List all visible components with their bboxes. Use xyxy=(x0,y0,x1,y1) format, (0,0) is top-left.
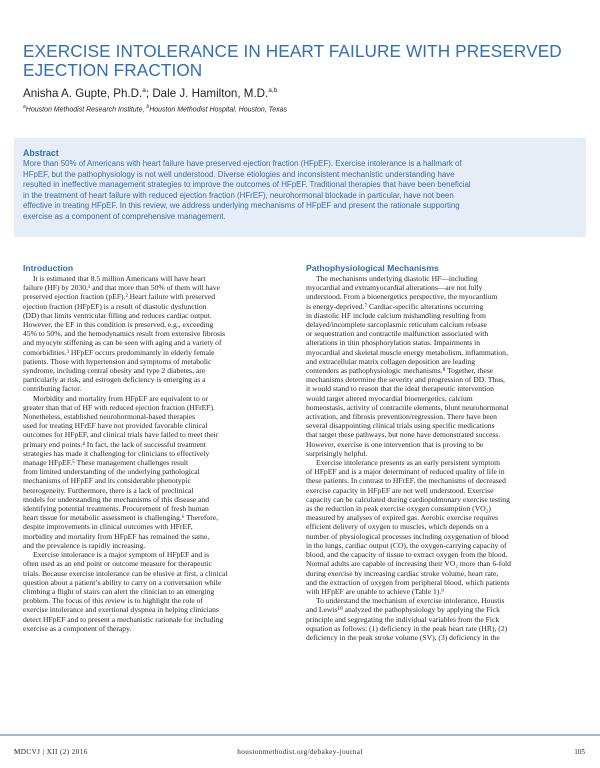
body-text-line: patients. Those with hypertension and symptoms of metabolic xyxy=(23,356,212,366)
body-text-line: as the reduction in peak exercise oxygen consumption (VO₂) xyxy=(306,504,491,514)
abstract-body xyxy=(23,159,581,223)
body-text-line: equation as follows: (1) deficiency in the peak heart rate (HR), (2) xyxy=(306,623,508,633)
page-number: 105 xyxy=(574,748,585,756)
abstract-line: HFpEF, but the pathophysiology is not well understood. Diverse etiologies and inconsistent mechanistic understanding have xyxy=(23,169,455,179)
body-text-line: ejection fraction (HFpEF) is a result of diastolic dysfunction xyxy=(23,301,207,311)
body-text-line: deficiency in the peak stroke volume (SV), (3) deficiency in the xyxy=(306,632,500,642)
journal-url: houstonmethodist.org/debakey-journal xyxy=(237,748,363,756)
body-text-line: in diastolic HF include calcium mishandling resulting from xyxy=(306,310,486,320)
body-text-line: problem. The focus of this review is to highlight the role of xyxy=(23,596,203,606)
body-text-line: primary end points.⁴ In fact, the lack of successful treatment xyxy=(23,439,206,449)
author-affiliation-mark: a,b xyxy=(268,87,278,95)
body-text-line: efficient delivery of oxygen to muscles, which depends on a xyxy=(306,522,489,532)
body-text-line: delayed/incomplete sarcoplasmic reticulum calcium release xyxy=(306,320,487,330)
introduction-body xyxy=(23,274,299,633)
body-text-line: trials. Because exercise intolerance can be elusive at first, a clinical xyxy=(23,568,228,578)
affiliation-b: Houston Methodist Hospital, Houston, Texas xyxy=(149,106,288,114)
journal-citation: MDCVJ | XII (2) 2016 xyxy=(14,748,88,756)
body-text-line: It is estimated that 8.5 million Americans will have heart xyxy=(33,274,206,283)
body-text-line: that target these pathways, but none have demonstrated success. xyxy=(306,430,501,440)
body-text-line: mechanisms determine the severity and progression of DD. Thus, xyxy=(306,375,505,385)
abstract-line: exercise as a component of comprehensive management. xyxy=(23,211,226,221)
body-text-line: Exercise intolerance is a major symptom of HFpEF and is xyxy=(33,550,210,560)
body-text-line: used for treating HFrEF have not provided favorable clinical xyxy=(23,421,208,431)
body-text-line: during exercise by increasing cardiac stroke volume, heart rate, xyxy=(306,568,499,578)
body-text-line: heterogeneity. Furthermore, there is a lack of preclinical xyxy=(23,485,194,495)
author-list xyxy=(23,87,583,100)
body-text-line: it would stand to reason that the ideal therapeutic intervention xyxy=(306,384,494,394)
body-text-line: despite improvements in clinical outcomes with HFrEF, xyxy=(23,522,193,532)
body-text-line: Morbidity and mortality from HFpEF are equivalent to or xyxy=(33,393,209,403)
body-text-line: principle and segregating the individual variables from the Fick xyxy=(306,614,500,624)
affiliation-mark: a xyxy=(23,104,26,110)
body-text-line: (DD) that limits ventricular filling and reduces cardiac output. xyxy=(23,310,212,320)
left-column xyxy=(23,262,299,633)
body-text-line: To understand the mechanism of exercise intolerance, Houstis xyxy=(316,596,505,606)
body-text-line: often used as an end point or outcome measure for therapeutic xyxy=(23,559,212,569)
author-separator: ; xyxy=(145,87,153,100)
body-text-line: or sequestration and contractile malfunction associated with xyxy=(306,329,489,339)
body-text-line: these patients. In contrast to HFrEF, the mechanisms of decreased xyxy=(306,476,506,486)
body-text-line: manage HFpEF.⁵ These management challenges result xyxy=(23,458,189,468)
affiliations xyxy=(23,104,583,113)
body-text-line: would target altered myocardial bioenergetics, calcium xyxy=(306,393,473,403)
author-name: Dale J. Hamilton, M.D. xyxy=(152,87,269,100)
body-text-line: myocardial and extramyocardial alterations—are not fully xyxy=(306,283,483,293)
body-text-line: and the prevalence is rapidly increasing. xyxy=(23,540,146,550)
abstract-line: effective in treating HFpEF. In this review, we address underlying mechanisms of HFpEF and present the rationale supporting xyxy=(23,201,460,211)
affiliation-a: Houston Methodist Research Institute, xyxy=(25,106,147,114)
body-text-line: question about a patient’s ability to carry on a conversation while xyxy=(23,577,222,587)
body-text-line: particularly at risk, and estrogen deficiency is emerging as a xyxy=(23,375,206,385)
body-text-line: However, the EF in this condition is preserved, e.g., exceeding xyxy=(23,320,214,330)
body-text-line: exercise as a component of therapy. xyxy=(23,623,132,633)
abstract-line: resulted in ineffective management strategies to improve the outcomes of HFpEF. Traditional therapies that have been beneficial xyxy=(23,180,471,190)
body-text-line: in the lungs, cardiac output (CO), the oxygen-carrying capacity of xyxy=(306,540,507,550)
body-text-line: Nonetheless, established neurohormonal-based therapies xyxy=(23,412,196,422)
body-text-line: climbing a flight of stairs can alert the clinician to an emerging xyxy=(23,586,215,596)
body-text-line: homeostasis, activity of contractile elements, blunt neurohormonal xyxy=(306,402,509,412)
body-text-line: of HFpEF and is a major determinant of reduced quality of life in xyxy=(306,467,505,477)
body-text-line: heart tissue for metabolic assessment is challenging.⁶ Therefore, xyxy=(23,513,219,523)
author-name: Anisha A. Gupte, Ph.D. xyxy=(23,87,143,100)
body-text-line: blood, and the capacity of tissue to extract oxygen from the blood. xyxy=(306,550,508,560)
body-text-line: and myocyte stiffening as can be seen with aging and a variety of xyxy=(23,338,222,348)
footer-divider xyxy=(0,734,600,736)
pathophysiology-body xyxy=(306,274,580,642)
body-text-line: preserved ejection fraction (pEF).² Heart failure with preserved xyxy=(23,292,216,302)
body-text-line: outcomes for HFpEF, and clinical trials have failed to meet their xyxy=(23,430,219,440)
body-text-line: contenders as pathophysiologic mechanisms.⁸ Together, these xyxy=(306,366,494,376)
body-text-line: from limited understanding of the underlying pathological xyxy=(23,467,200,477)
body-text-line: understood. From a bioenergetics perspective, the myocardium xyxy=(306,292,498,302)
body-text-line: capacity can be calculated during cardiopulmonary exercise testing xyxy=(306,494,510,504)
body-text-line: However, exercise is one intervention that is proving to be xyxy=(306,439,484,449)
abstract-line: More than 50% of Americans with heart failure have preserved ejection fraction (HFpEF). Exercise intolerance is a hallmark of xyxy=(23,159,462,168)
body-text-line: contributing factor. xyxy=(23,384,82,394)
body-text-line: number of physiological processes including oxygenation of blood xyxy=(306,531,509,541)
affiliation-mark: b xyxy=(146,104,150,110)
body-text-line: alterations in titin phosphorylation status. Impairments in xyxy=(306,338,480,348)
body-text-line: several disappointing clinical trials using specific medications xyxy=(306,421,495,431)
body-text-line: greater than that of HF with reduced ejection fraction (HFrEF). xyxy=(23,402,215,412)
body-text-line: Normal adults are capable of increasing their VO₂ more than 6-fold xyxy=(306,559,511,569)
body-text-line: and Lewis¹⁰ analyzed the pathophysiology by applying the Fick xyxy=(306,605,500,615)
body-text-line: mechanisms of HFpEF and its considerable phenotypic xyxy=(23,476,191,486)
abstract-heading: Abstract xyxy=(23,148,59,158)
body-text-line: strategies has made it challenging for clinicians to effectively xyxy=(23,448,210,458)
body-text-line: with HFpEF are unable to achieve (Table 1).⁹ xyxy=(306,586,444,596)
right-column xyxy=(306,262,580,642)
body-text-line: morbidity and mortality from HFpEF has remained the same, xyxy=(23,531,210,541)
body-text-line: identifying potential treatments. Procurement of fresh human xyxy=(23,504,209,514)
body-text-line: detect HFpEF and to present a mechanistic rationale for including xyxy=(23,614,224,624)
body-text-line: comorbidities.³ HFpEF occurs predominantly in elderly female xyxy=(23,347,215,357)
author-affiliation-mark: a xyxy=(142,87,146,95)
body-text-line: The mechanisms underlying diastolic HF—including xyxy=(316,274,478,283)
body-text-line: exercise intolerance and exertional dyspnea in helping clinicians xyxy=(23,605,219,615)
body-text-line: and extracellular matrix collagen deposition are leading xyxy=(306,356,476,366)
article-title: EXERCISE INTOLERANCE IN HEART FAILURE WITH PRESERVED EJECTION FRACTION xyxy=(23,41,562,80)
abstract-line: in the treatment of heart failure with reduced ejection fraction (HFrEF), neurohormonal blockade in particular, have not been xyxy=(23,190,454,200)
abstract-box xyxy=(14,138,586,237)
body-text-line: models for understanding the mechanisms of this disease and xyxy=(23,494,210,504)
body-text-line: measured by analyses of expired gas. Aerobic exercise requires xyxy=(306,513,499,523)
body-text-line: activation, and fibrosis prevention/regression. There have been xyxy=(306,412,497,422)
body-text-line: and the extraction of oxygen from peripheral blood, which patients xyxy=(306,577,510,587)
body-text-line: is energy-deprived.⁷ Cardiac-specific alterations occurring xyxy=(306,301,484,311)
page-footer xyxy=(0,734,600,768)
section-heading-pathophysiology: Pathophysiological Mechanisms xyxy=(306,263,439,273)
body-text-line: myocardial and skeletal muscle energy metabolism, inflammation, xyxy=(306,347,508,357)
body-text-line: syndrome, including central obesity and type 2 diabetes, are xyxy=(23,366,206,376)
section-heading-introduction: Introduction xyxy=(23,263,74,273)
body-text-line: exercise capacity in HFpEF are not well understood. Exercise xyxy=(306,485,494,495)
body-text-line: Exercise intolerance presents as an early persistent symptom xyxy=(316,458,501,468)
body-text-line: surprisingly helpful. xyxy=(306,448,368,458)
body-text-line: 45% to 50%, and the hemodynamics result from extensive fibrosis xyxy=(23,329,226,339)
body-text-line: failure (HF) by 2030,¹ and that more than 50% of them will have xyxy=(23,283,220,293)
